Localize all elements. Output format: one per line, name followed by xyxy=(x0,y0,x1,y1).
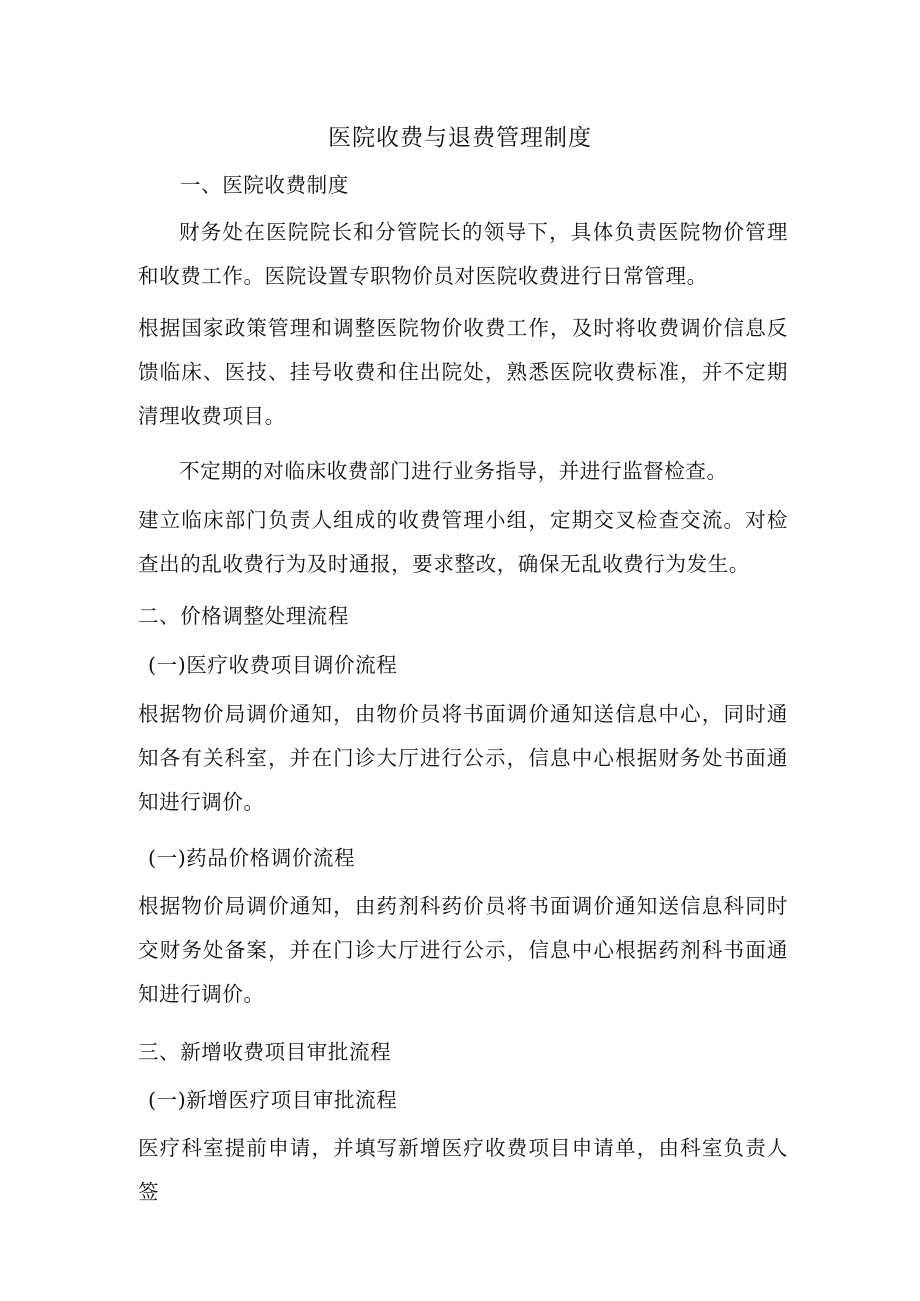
section-1-paragraph-4: 建立临床部门负责人组成的收费管理小组，定期交叉检查交流。对检查出的乱收费行为及时通报，要求整改，确保无乱收费行为发生。 xyxy=(138,508,788,576)
section-3-sub-1-paragraph: 医疗科室提前申请，并填写新增医疗收费项目申请单，由科室负责人签 xyxy=(138,1136,788,1204)
section-2-sub-2-heading: (一)药品价格调价流程 xyxy=(148,846,356,870)
section-2-sub-1-heading: (一)医疗收费项目调价流程 xyxy=(148,653,398,677)
section-2-sub-1-paragraph: 根据物价局调价通知，由物价员将书面调价通知送信息中心，同时通知各有关科室，并在门诊大厅进行公示，信息中心根据财务处书面通知进行调价。 xyxy=(138,702,788,814)
section-1-paragraph-1: 财务处在医院院长和分管院长的领导下，具体负责医院物价管理和收费工作。医院设置专职物价员对医院收费进行日常管理。 xyxy=(138,220,788,288)
section-3-heading: 三、新增收费项目审批流程 xyxy=(138,1040,392,1064)
section-2-sub-2-paragraph: 根据物价局调价通知，由药剂科药价员将书面调价通知送信息科同时交财务处备案，并在门诊大厅进行公示，信息中心根据药剂科书面通知进行调价。 xyxy=(138,894,788,1006)
section-3-sub-1-heading: (一)新增医疗项目审批流程 xyxy=(148,1088,398,1112)
document-title: 医院收费与退费管理制度 xyxy=(328,125,592,151)
section-2-heading: 二、价格调整处理流程 xyxy=(138,604,349,628)
section-1-paragraph-2: 根据国家政策管理和调整医院物价收费工作，及时将收费调价信息反馈临床、医技、挂号收费和住出院处，熟悉医院收费标准，并不定期清理收费项目。 xyxy=(138,316,788,428)
section-1-heading: 一、医院收费制度 xyxy=(180,173,349,197)
section-1-paragraph-3: 不定期的对临床收费部门进行业务指导，并进行监督检查。 xyxy=(179,459,728,483)
